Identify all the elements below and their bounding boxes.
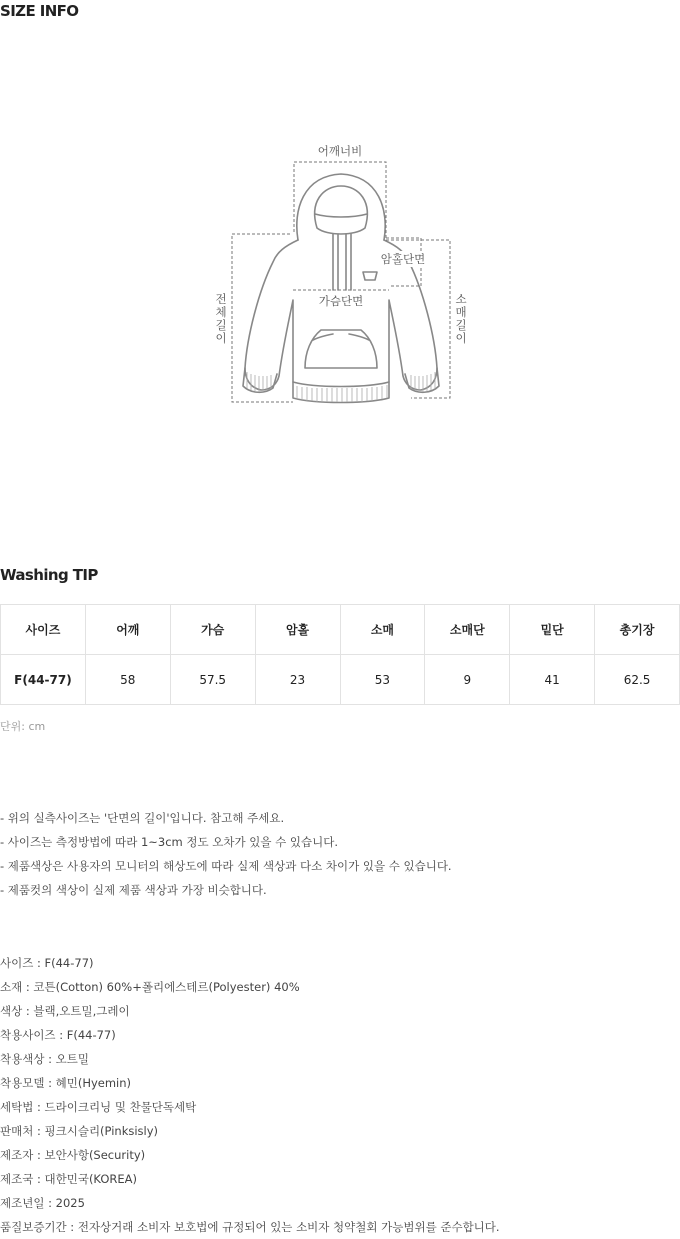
washing-tip-title: Washing TIP: [0, 566, 98, 584]
spec-line: 판매처 : 핑크시슬리(Pinksisly): [0, 1124, 159, 1138]
spec-line: 색상 : 블랙,오트밀,그레이: [0, 1004, 130, 1018]
sleeve-length-char: 소: [455, 292, 467, 306]
col-header-cuff: 소매단: [425, 605, 510, 655]
spec-line: 착용사이즈 : F(44-77): [0, 1028, 116, 1042]
sleeve-length-char: 길: [455, 318, 467, 332]
note-line: - 사이즈는 측정방법에 따라 1~3cm 정도 오차가 있을 수 있습니다.: [0, 835, 339, 849]
hoodie-outline: [243, 174, 439, 403]
note-line: - 제품색상은 사용자의 모니터의 해상도에 따라 실제 색상과 다소 차이가 있을 수 있습니다.: [0, 859, 452, 873]
spec-line: 제조국 : 대한민국(KOREA): [0, 1172, 138, 1186]
table-cell: 9: [425, 655, 510, 705]
hoodie-measurement-diagram: [205, 140, 475, 420]
spec-line: 제조자 : 보안사항(Security): [0, 1148, 146, 1162]
col-header-hem: 밑단: [510, 605, 595, 655]
size-notes: [0, 806, 452, 902]
spec-line: 착용모델 : 혜민(Hyemin): [0, 1076, 132, 1090]
spec-line: 사이즈 : F(44-77): [0, 956, 94, 970]
table-cell: 57.5: [170, 655, 255, 705]
col-header-chest: 가슴: [170, 605, 255, 655]
chest-label: 가슴단면: [318, 294, 364, 308]
armhole-label: 암홀단면: [380, 252, 426, 266]
spec-line: 소재 : 코튼(Cotton) 60%+폴리에스테르(Polyester) 40%: [0, 980, 300, 994]
col-header-armhole: 암홀: [255, 605, 340, 655]
total-length-char: 전: [215, 292, 227, 306]
spec-line: 제조년일 : 2025: [0, 1196, 85, 1210]
table-header-row: [1, 605, 680, 655]
table-cell: 23: [255, 655, 340, 705]
unit-label: 단위: cm: [0, 720, 46, 733]
product-specs: [0, 951, 500, 1239]
note-line: - 위의 실측사이즈는 '단면의 길이'입니다. 참고해 주세요.: [0, 811, 285, 825]
total-length-char: 이: [215, 331, 227, 345]
size-info-title: SIZE INFO: [0, 2, 79, 20]
col-header-sleeve: 소매: [340, 605, 425, 655]
col-header-total-length: 총기장: [595, 605, 680, 655]
table-cell: 62.5: [595, 655, 680, 705]
table-cell: 53: [340, 655, 425, 705]
size-table: [0, 604, 680, 705]
note-line: - 제품컷의 색상이 실제 제품 색상과 가장 비슷합니다.: [0, 883, 267, 897]
table-cell: F(44-77): [1, 655, 86, 705]
spec-line: 품질보증기간 : 전자상거래 소비자 보호법에 규정되어 있는 소비자 청약철회 가능범위를 준수합니다.: [0, 1220, 500, 1234]
table-cell: 58: [85, 655, 170, 705]
shoulder-label: 어깨너비: [317, 144, 363, 158]
col-header-size: 사이즈: [1, 605, 86, 655]
total-length-char: 체: [215, 305, 227, 319]
table-cell: 41: [510, 655, 595, 705]
sleeve-length-char: 매: [455, 305, 467, 319]
total-length-char: 길: [215, 318, 227, 332]
spec-line: 착용색상 : 오트밀: [0, 1052, 89, 1066]
spec-line: 세탁법 : 드라이크리닝 및 찬물단독세탁: [0, 1100, 197, 1114]
table-row: [1, 655, 680, 705]
sleeve-length-char: 이: [455, 331, 467, 345]
col-header-shoulder: 어깨: [85, 605, 170, 655]
